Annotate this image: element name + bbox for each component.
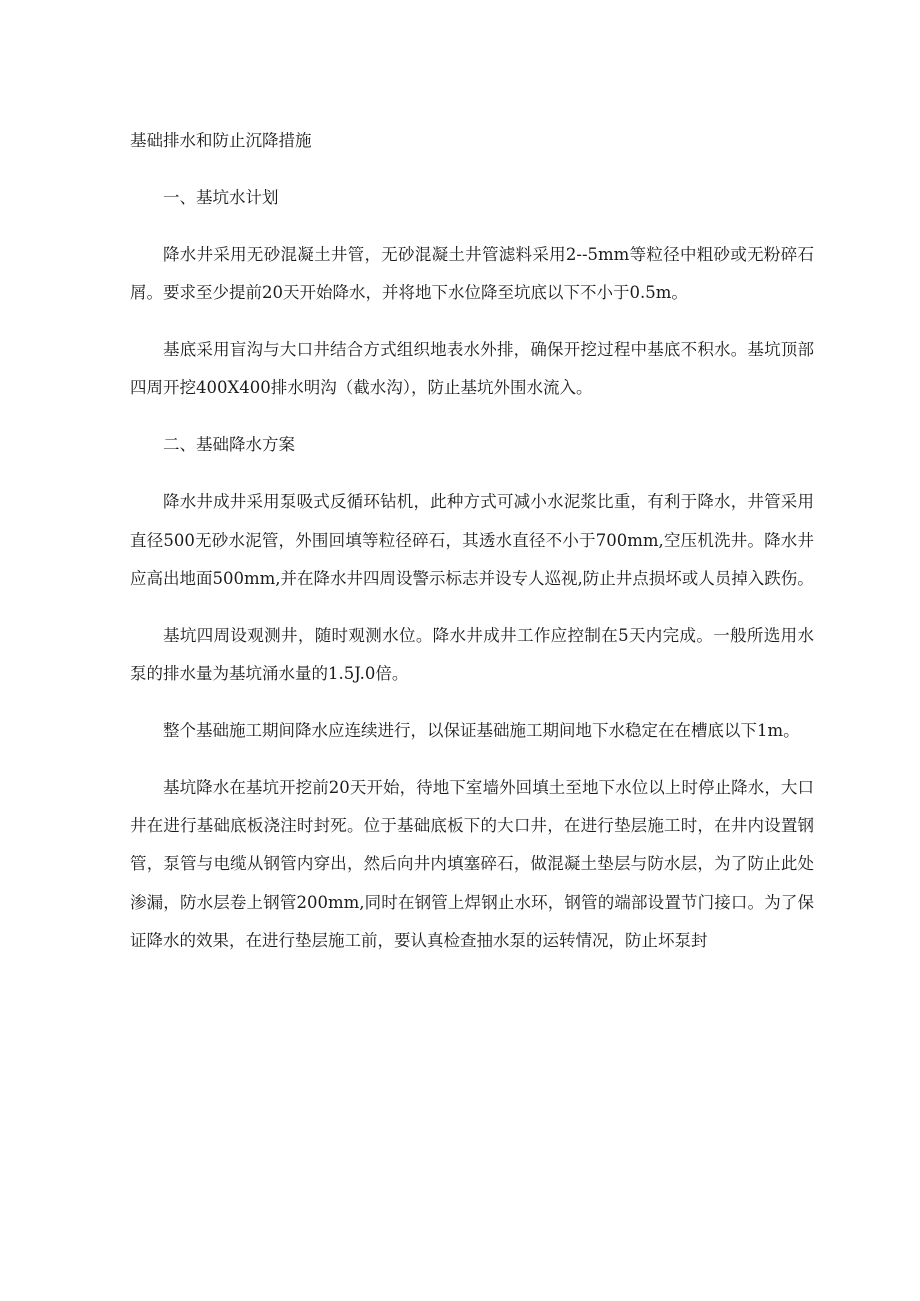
paragraph: 基坑四周设观测井，随时观测水位。降水井成井工作应控制在5天内完成。一般所选用水泵的排水量为基坑涌水量的1.5J.0倍。 <box>130 625 814 684</box>
paragraph: 基底采用盲沟与大口井结合方式组织地表水外排，确保开挖过程中基底不积水。基坑顶部四周开挖400X400排水明沟（截水沟），防止基坑外围水流入。 <box>130 340 814 398</box>
paragraph: 基坑降水在基坑开挖前20天开始，待地下室墙外回填土至地下水位以上时停止降水，大口井在进行基础底板浇注时封死。位于基础底板下的大口井，在进行垫层施工时，在井内设置钢管，泵管与电缆从钢管内穿出，然后向井内填塞碎石，做混凝土垫层与防水层，为了防止此处渗漏，防水层卷上钢管200mm,同时在钢管上焊钢止水环，钢管的端部设置节门接口。为了保证降水的效果，在进行垫层施工前，要认真检查抽水泵的运转情况，防止坏泵封 <box>130 778 814 950</box>
paragraph: 整个基础施工期间降水应连续进行，以保证基础施工期间地下水稳定在在槽底以下1m。 <box>163 721 800 741</box>
paragraph: 降水井采用无砂混凝土井管，无砂混凝土井管滤料采用2--5mm等粒径中粗砂或无粉碎石屑。要求至少提前20天开始降水，并将地下水位降至坑底以下不小于0.5m。 <box>130 245 814 303</box>
section-heading-2: 二、基础降水方案 <box>163 435 295 455</box>
document-body <box>130 122 814 979</box>
document-title: 基础排水和防止沉降措施 <box>130 131 312 150</box>
paragraph: 降水井成井采用泵吸式反循环钻机，此种方式可减小水泥浆比重，有利于降水，井管采用直径500无砂水泥管，外围回填等粒径碎石，其透水直径不小于700mm,空压机洗井。降水井应高出地面500mm,并在降水井四周设警示标志并设专人巡视,防止井点损坏或人员掉入跌伤。 <box>130 492 814 588</box>
section-heading-1: 一、基坑水计划 <box>163 188 279 207</box>
